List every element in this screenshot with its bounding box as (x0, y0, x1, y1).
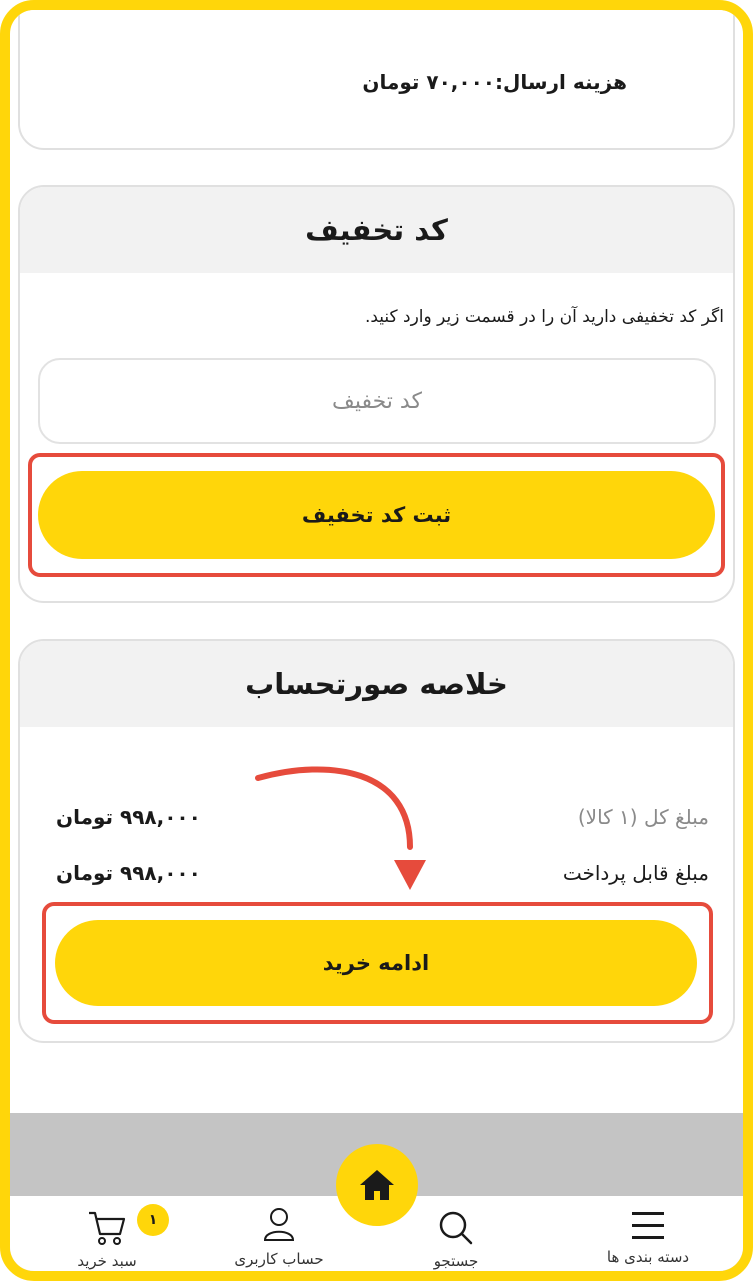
search-icon (436, 1208, 476, 1248)
home-button[interactable] (336, 1144, 418, 1226)
arrow-annotation (250, 762, 440, 892)
total-label: مبلغ کل (۱ کالا) (577, 805, 709, 829)
discount-code-input[interactable] (38, 358, 716, 444)
payable-label: مبلغ قابل پرداخت (562, 861, 709, 885)
discount-hint: اگر کد تخفیفی دارید آن را در قسمت زیر وارد کنید. (364, 307, 724, 327)
summary-title: خلاصه صورتحساب (20, 641, 733, 727)
payable-value: ۹۹۸,۰۰۰ تومان (56, 861, 201, 885)
total-value: ۹۹۸,۰۰۰ تومان (56, 805, 201, 829)
nav-cart-label: سبد خرید (77, 1252, 137, 1270)
continue-purchase-button[interactable] (55, 920, 697, 1006)
shipping-card (18, 0, 735, 150)
menu-icon (628, 1206, 668, 1246)
nav-categories[interactable] (578, 1196, 718, 1276)
cart-count-badge: ۱ (137, 1204, 169, 1236)
nav-search[interactable] (416, 1196, 496, 1276)
submit-discount-button[interactable] (38, 471, 715, 559)
nav-cart[interactable] (62, 1196, 152, 1276)
user-icon (259, 1204, 299, 1244)
nav-account[interactable] (226, 1196, 332, 1276)
discount-title: کد تخفیف (20, 187, 733, 273)
nav-search-label: جستجو (433, 1252, 479, 1270)
nav-account-label: حساب کاربری (234, 1250, 324, 1268)
continue-purchase-label: ادامه خرید (322, 951, 430, 975)
submit-discount-label: ثبت کد تخفیف (301, 503, 452, 527)
cart-icon (85, 1208, 129, 1248)
home-icon (358, 1168, 396, 1202)
shipping-cost: هزینه ارسال:۷۰,۰۰۰ تومان (362, 70, 627, 94)
nav-categories-label: دسته بندی ها (606, 1248, 690, 1266)
